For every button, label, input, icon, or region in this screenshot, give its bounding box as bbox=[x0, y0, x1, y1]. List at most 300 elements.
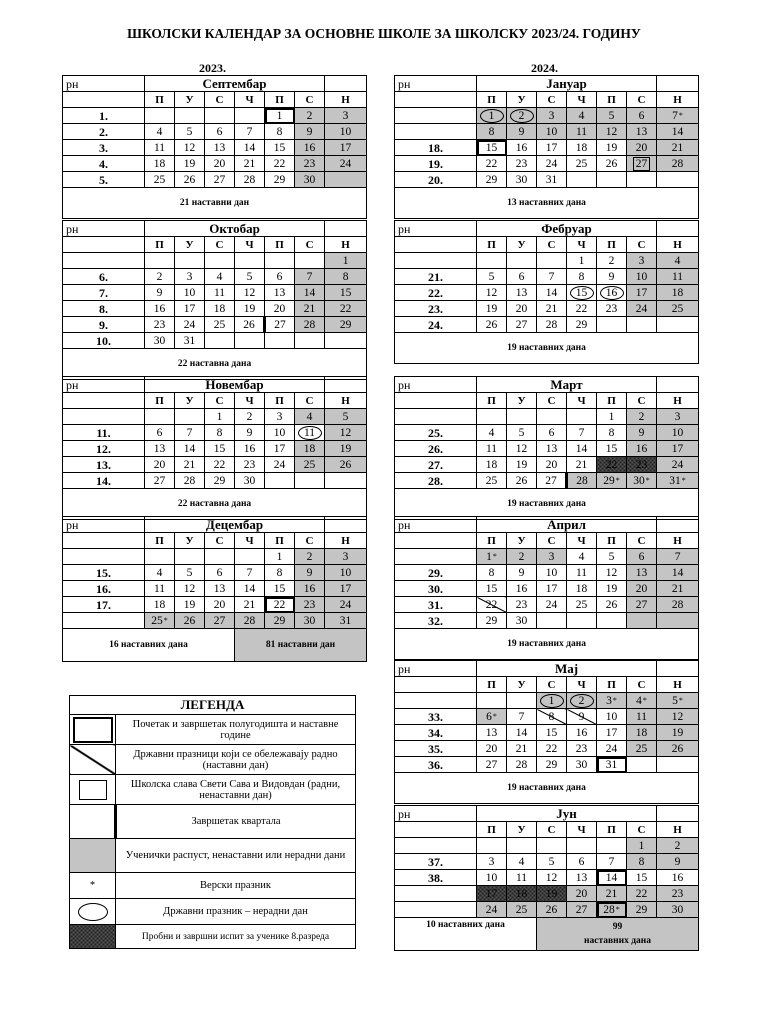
day-cell: 4 bbox=[145, 565, 175, 581]
day-cell: 13 bbox=[477, 725, 507, 741]
week-row bbox=[395, 725, 699, 741]
day-cell bbox=[537, 838, 567, 854]
day-name: Н bbox=[657, 237, 699, 253]
day-cell bbox=[597, 613, 627, 629]
week-number: 37. bbox=[395, 854, 477, 870]
day-cell: 12 bbox=[325, 425, 367, 441]
day-cell: 22 bbox=[627, 886, 657, 902]
rn-blank bbox=[395, 92, 477, 108]
week-number bbox=[395, 549, 477, 565]
day-cell: 25 bbox=[567, 597, 597, 613]
day-cell bbox=[567, 285, 597, 301]
day-name: Ч bbox=[567, 393, 597, 409]
month-footer: 22 наставна дана bbox=[63, 489, 367, 520]
state-holiday-mark: 2 bbox=[570, 694, 594, 708]
legend-title: ЛЕГЕНДА bbox=[70, 696, 356, 715]
day-cell: 17 bbox=[175, 301, 205, 317]
legend-swatch-state-holiday bbox=[70, 899, 116, 925]
day-cell: 20 bbox=[507, 301, 537, 317]
day-cell: 25 bbox=[477, 473, 507, 489]
day-cell: 5 bbox=[507, 425, 537, 441]
day-cell bbox=[657, 317, 699, 333]
day-cell: 1 bbox=[627, 838, 657, 854]
day-cell: 24 bbox=[265, 457, 295, 473]
week-number: 11. bbox=[63, 425, 145, 441]
week-number bbox=[63, 409, 145, 425]
day-name: Ч bbox=[567, 822, 597, 838]
day-name: П bbox=[265, 533, 295, 549]
day-cell: 29 bbox=[477, 613, 507, 629]
week-number: 3. bbox=[63, 140, 145, 156]
rn-label: рн bbox=[395, 661, 477, 677]
week-number bbox=[63, 549, 145, 565]
page-title: ШКОЛСКИ КАЛЕНДАР ЗА ОСНОВНЕ ШКОЛЕ ЗА ШКОЛСКУ 2023/24. ГОДИНУ bbox=[127, 26, 641, 41]
header-blank bbox=[325, 517, 367, 533]
rn-label: рн bbox=[395, 517, 477, 533]
week-row bbox=[395, 597, 699, 613]
day-cell: 16 bbox=[145, 301, 175, 317]
day-name: С bbox=[537, 677, 567, 693]
day-cell bbox=[235, 253, 265, 269]
day-cell: 6* bbox=[477, 709, 507, 725]
day-cell: 15 bbox=[627, 870, 657, 886]
day-name: П bbox=[477, 237, 507, 253]
day-cell: 11 bbox=[507, 870, 537, 886]
state-holiday-mark: 1 bbox=[540, 694, 564, 708]
day-cell bbox=[567, 409, 597, 425]
day-cell: 16 bbox=[295, 581, 325, 597]
day-cell: 30 bbox=[657, 902, 699, 918]
month-footer: 19 наставних дана bbox=[395, 773, 699, 804]
day-cell: 10 bbox=[265, 425, 295, 441]
rn-blank bbox=[63, 533, 145, 549]
day-cell: 3 bbox=[325, 549, 367, 565]
day-cell bbox=[537, 693, 567, 709]
day-name: С bbox=[205, 393, 235, 409]
day-cell: 1 bbox=[325, 253, 367, 269]
week-row bbox=[395, 886, 699, 902]
legend-swatch-exam bbox=[70, 925, 116, 949]
calendar-november bbox=[62, 376, 367, 520]
day-cell: 18 bbox=[145, 597, 175, 613]
day-cell bbox=[295, 253, 325, 269]
day-cell: 29 bbox=[567, 317, 597, 333]
religious-holiday-star: * bbox=[615, 904, 620, 914]
week-row bbox=[395, 473, 699, 489]
day-name: У bbox=[507, 822, 537, 838]
day-cell: 25 bbox=[295, 457, 325, 473]
day-cell: 6 bbox=[507, 269, 537, 285]
day-name: Н bbox=[657, 393, 699, 409]
week-row bbox=[63, 269, 367, 285]
rn-label: рн bbox=[63, 221, 145, 237]
day-cell: 5 bbox=[597, 108, 627, 124]
day-cell: 11 bbox=[205, 285, 235, 301]
day-name: Ч bbox=[567, 92, 597, 108]
day-cell: 5 bbox=[235, 269, 265, 285]
week-row bbox=[63, 425, 367, 441]
day-cell: 19 bbox=[537, 886, 567, 902]
day-cell: 29* bbox=[597, 473, 627, 489]
day-cell bbox=[175, 409, 205, 425]
state-holiday-mark: 15 bbox=[570, 286, 594, 300]
day-cell: 20 bbox=[567, 886, 597, 902]
day-cell: 2 bbox=[657, 838, 699, 854]
day-cell: 14 bbox=[235, 140, 265, 156]
religious-holiday-star: * bbox=[645, 475, 650, 485]
day-cell: 28 bbox=[657, 156, 699, 172]
week-row bbox=[395, 565, 699, 581]
day-name: С bbox=[627, 92, 657, 108]
day-cell: 9 bbox=[295, 565, 325, 581]
legend-text: Државни празници који се обележавају радно (наставни дан) bbox=[116, 745, 356, 775]
day-cell: 7 bbox=[597, 854, 627, 870]
day-cell: 13 bbox=[205, 140, 235, 156]
calendar-april bbox=[394, 516, 699, 660]
week-number: 2. bbox=[63, 124, 145, 140]
day-cell: 21 bbox=[537, 301, 567, 317]
day-name: Н bbox=[657, 822, 699, 838]
day-cell: 8 bbox=[567, 269, 597, 285]
week-number: 38. bbox=[395, 870, 477, 886]
day-cell: 25 bbox=[507, 902, 537, 918]
day-name: У bbox=[507, 533, 537, 549]
day-cell: 23 bbox=[597, 301, 627, 317]
religious-holiday-star: * bbox=[492, 711, 497, 721]
day-name: П bbox=[597, 822, 627, 838]
day-cell: 3 bbox=[265, 409, 295, 425]
day-cell bbox=[537, 253, 567, 269]
day-cell: 13 bbox=[627, 124, 657, 140]
day-cell: 20 bbox=[145, 457, 175, 473]
day-name: С bbox=[537, 822, 567, 838]
day-cell: 13 bbox=[205, 581, 235, 597]
rn-blank bbox=[395, 393, 477, 409]
week-number bbox=[395, 124, 477, 140]
day-cell: 10 bbox=[325, 124, 367, 140]
week-row bbox=[63, 597, 367, 613]
day-cell bbox=[597, 172, 627, 188]
week-number: 1. bbox=[63, 108, 145, 124]
day-name: С bbox=[627, 533, 657, 549]
day-name: П bbox=[477, 92, 507, 108]
day-cell: 29 bbox=[537, 757, 567, 773]
day-cell: 16 bbox=[567, 725, 597, 741]
day-cell: 15 bbox=[325, 285, 367, 301]
day-cell: 5 bbox=[325, 409, 367, 425]
day-cell: 14 bbox=[567, 441, 597, 457]
day-cell: 13 bbox=[145, 441, 175, 457]
day-name: С bbox=[537, 92, 567, 108]
state-holiday-mark: 2 bbox=[510, 109, 534, 123]
day-cell: 27 bbox=[567, 902, 597, 918]
day-cell: 27 bbox=[205, 613, 235, 629]
day-cell bbox=[145, 253, 175, 269]
day-cell bbox=[627, 172, 657, 188]
day-cell bbox=[507, 693, 537, 709]
day-cell: 26 bbox=[235, 317, 265, 333]
week-row bbox=[395, 156, 699, 172]
day-cell: 23 bbox=[235, 457, 265, 473]
day-cell: 24 bbox=[627, 301, 657, 317]
day-cell: 20 bbox=[205, 156, 235, 172]
day-name: С bbox=[627, 822, 657, 838]
day-cell: 12 bbox=[537, 870, 567, 886]
week-row bbox=[395, 441, 699, 457]
day-cell: 6 bbox=[145, 425, 175, 441]
day-cell: 10 bbox=[627, 269, 657, 285]
day-cell: 7 bbox=[537, 269, 567, 285]
day-name: П bbox=[145, 237, 175, 253]
week-number: 32. bbox=[395, 613, 477, 629]
day-cell: 25* bbox=[145, 613, 175, 629]
header-blank bbox=[657, 661, 699, 677]
day-cell bbox=[175, 253, 205, 269]
day-cell: 1 bbox=[567, 253, 597, 269]
legend-text: Верски празник bbox=[116, 873, 356, 899]
day-name: Н bbox=[325, 533, 367, 549]
week-row bbox=[63, 301, 367, 317]
day-cell: 30 bbox=[145, 333, 175, 349]
day-cell: 19 bbox=[325, 441, 367, 457]
day-name: С bbox=[627, 237, 657, 253]
header-blank bbox=[657, 377, 699, 393]
day-cell: 26 bbox=[507, 473, 537, 489]
month-title: Мај bbox=[477, 661, 657, 677]
day-cell: 23 bbox=[627, 457, 657, 473]
day-cell: 28 bbox=[235, 613, 265, 629]
day-cell: 28 bbox=[507, 757, 537, 773]
day-cell: 10 bbox=[325, 565, 367, 581]
day-name: С bbox=[295, 92, 325, 108]
day-cell: 31 bbox=[597, 757, 627, 773]
day-cell bbox=[145, 549, 175, 565]
day-cell: 13 bbox=[537, 441, 567, 457]
day-cell: 8 bbox=[477, 124, 507, 140]
week-number: 13. bbox=[63, 457, 145, 473]
week-number: 10. bbox=[63, 333, 145, 349]
day-cell: 12 bbox=[175, 581, 205, 597]
day-cell: 23 bbox=[295, 597, 325, 613]
day-cell: 14 bbox=[537, 285, 567, 301]
day-cell: 8 bbox=[265, 565, 295, 581]
day-cell bbox=[567, 693, 597, 709]
day-name: Ч bbox=[235, 393, 265, 409]
day-cell: 17 bbox=[537, 140, 567, 156]
day-name: П bbox=[477, 533, 507, 549]
year-2024: 2024. bbox=[531, 61, 558, 75]
day-cell bbox=[567, 613, 597, 629]
day-cell: 28 bbox=[537, 317, 567, 333]
day-cell: 24 bbox=[477, 902, 507, 918]
day-cell: 7 bbox=[295, 269, 325, 285]
day-cell: 19 bbox=[175, 156, 205, 172]
week-row bbox=[395, 709, 699, 725]
day-name: У bbox=[175, 533, 205, 549]
week-number: 34. bbox=[395, 725, 477, 741]
day-cell: 17 bbox=[627, 285, 657, 301]
state-holiday-mark: 11 bbox=[298, 426, 322, 440]
day-cell: 22 bbox=[597, 457, 627, 473]
day-cell: 28 bbox=[657, 597, 699, 613]
day-cell: 11 bbox=[145, 581, 175, 597]
day-cell: 9 bbox=[145, 285, 175, 301]
week-number: 20. bbox=[395, 172, 477, 188]
day-name: С bbox=[295, 237, 325, 253]
week-row bbox=[395, 108, 699, 124]
month-footer: 21 наставни дан bbox=[63, 188, 367, 219]
day-cell: 19 bbox=[507, 457, 537, 473]
day-cell: 3 bbox=[325, 108, 367, 124]
rn-blank bbox=[63, 393, 145, 409]
day-cell: 15 bbox=[205, 441, 235, 457]
day-cell: 30 bbox=[507, 172, 537, 188]
week-number: 19. bbox=[395, 156, 477, 172]
week-number bbox=[395, 886, 477, 902]
week-row bbox=[395, 172, 699, 188]
day-name: У bbox=[507, 677, 537, 693]
day-name: Н bbox=[325, 393, 367, 409]
day-cell: 28 bbox=[235, 172, 265, 188]
day-cell bbox=[507, 108, 537, 124]
week-row bbox=[63, 285, 367, 301]
day-cell: 20 bbox=[477, 741, 507, 757]
day-cell: 13 bbox=[507, 285, 537, 301]
day-cell: 29 bbox=[265, 172, 295, 188]
day-name: С bbox=[627, 393, 657, 409]
day-cell: 8 bbox=[597, 425, 627, 441]
day-cell: 21 bbox=[597, 886, 627, 902]
day-name: Н bbox=[657, 92, 699, 108]
day-cell: 19 bbox=[175, 597, 205, 613]
day-cell bbox=[265, 253, 295, 269]
month-title: Јун bbox=[477, 806, 657, 822]
day-cell: 2 bbox=[235, 409, 265, 425]
header-blank bbox=[325, 221, 367, 237]
week-row bbox=[63, 108, 367, 124]
day-cell: 18 bbox=[507, 886, 537, 902]
week-number: 6. bbox=[63, 269, 145, 285]
week-number: 28. bbox=[395, 473, 477, 489]
day-name: Н bbox=[657, 677, 699, 693]
day-cell: 24 bbox=[325, 156, 367, 172]
day-cell: 8 bbox=[477, 565, 507, 581]
month-title: Фебруар bbox=[477, 221, 657, 237]
month-title: Октобар bbox=[145, 221, 325, 237]
rn-blank bbox=[63, 237, 145, 253]
day-name: П bbox=[265, 393, 295, 409]
day-cell: 28 bbox=[295, 317, 325, 333]
day-cell: 12 bbox=[235, 285, 265, 301]
rn-label: рн bbox=[395, 806, 477, 822]
week-row bbox=[395, 457, 699, 473]
header-blank bbox=[657, 76, 699, 92]
day-cell: 16 bbox=[507, 581, 537, 597]
week-row bbox=[63, 409, 367, 425]
day-cell: 4 bbox=[205, 269, 235, 285]
day-cell: 2 bbox=[145, 269, 175, 285]
month-title: Септембар bbox=[145, 76, 325, 92]
day-name: Ч bbox=[235, 237, 265, 253]
week-number: 4. bbox=[63, 156, 145, 172]
week-row bbox=[63, 253, 367, 269]
day-cell: 26 bbox=[597, 156, 627, 172]
legend-text: Пробни и завршни испит за ученике 8.разреда bbox=[116, 925, 356, 949]
day-cell: 10 bbox=[657, 425, 699, 441]
day-cell: 27 bbox=[265, 317, 295, 333]
legend-swatch-break bbox=[70, 839, 116, 873]
week-row bbox=[395, 301, 699, 317]
week-row bbox=[63, 473, 367, 489]
day-cell: 4 bbox=[567, 108, 597, 124]
day-cell: 20 bbox=[627, 581, 657, 597]
day-cell: 18 bbox=[477, 457, 507, 473]
day-cell: 8 bbox=[537, 709, 567, 725]
day-name: Н bbox=[657, 533, 699, 549]
day-cell: 30 bbox=[235, 473, 265, 489]
day-cell: 4 bbox=[567, 549, 597, 565]
day-name: У bbox=[507, 393, 537, 409]
day-cell: 7 bbox=[235, 565, 265, 581]
religious-holiday-star: * bbox=[615, 475, 620, 485]
day-cell: 9 bbox=[627, 425, 657, 441]
day-cell: 7 bbox=[235, 124, 265, 140]
week-number: 31. bbox=[395, 597, 477, 613]
day-cell: 20 bbox=[537, 457, 567, 473]
day-cell: 16 bbox=[627, 441, 657, 457]
week-row bbox=[395, 124, 699, 140]
day-cell: 19 bbox=[597, 581, 627, 597]
week-number: 26. bbox=[395, 441, 477, 457]
day-cell: 22 bbox=[567, 301, 597, 317]
legend-swatch-school-slava bbox=[70, 775, 116, 805]
day-cell: 2 bbox=[597, 253, 627, 269]
day-name: Ч bbox=[567, 677, 597, 693]
religious-holiday-star: * bbox=[163, 615, 168, 625]
day-cell: 29 bbox=[205, 473, 235, 489]
day-cell bbox=[507, 838, 537, 854]
day-cell: 15 bbox=[597, 441, 627, 457]
day-cell bbox=[477, 253, 507, 269]
day-cell bbox=[627, 757, 657, 773]
day-cell: 5 bbox=[477, 269, 507, 285]
day-cell: 16 bbox=[295, 140, 325, 156]
year-total-label: наставних дана bbox=[584, 936, 651, 946]
day-cell: 15 bbox=[265, 581, 295, 597]
day-cell: 11 bbox=[145, 140, 175, 156]
day-cell: 15 bbox=[477, 581, 507, 597]
day-name: Ч bbox=[235, 92, 265, 108]
week-number: 35. bbox=[395, 741, 477, 757]
day-cell: 3 bbox=[627, 253, 657, 269]
day-cell: 17 bbox=[477, 886, 507, 902]
week-number: 21. bbox=[395, 269, 477, 285]
day-cell bbox=[205, 549, 235, 565]
legend-text: Ученички распуст, ненаставни или нерадни дани bbox=[116, 839, 356, 873]
day-cell: 21 bbox=[507, 741, 537, 757]
legend-text: Школска слава Свети Сава и Видовдан (радни, ненаставни дан) bbox=[116, 775, 356, 805]
rn-label: рн bbox=[395, 377, 477, 393]
day-cell: 14 bbox=[295, 285, 325, 301]
week-number: 15. bbox=[63, 565, 145, 581]
day-cell: 7* bbox=[657, 108, 699, 124]
day-cell: 24 bbox=[537, 597, 567, 613]
day-cell bbox=[145, 108, 175, 124]
year-2023: 2023. bbox=[199, 61, 226, 75]
day-cell: 16 bbox=[235, 441, 265, 457]
week-row bbox=[395, 613, 699, 629]
week-row bbox=[395, 741, 699, 757]
